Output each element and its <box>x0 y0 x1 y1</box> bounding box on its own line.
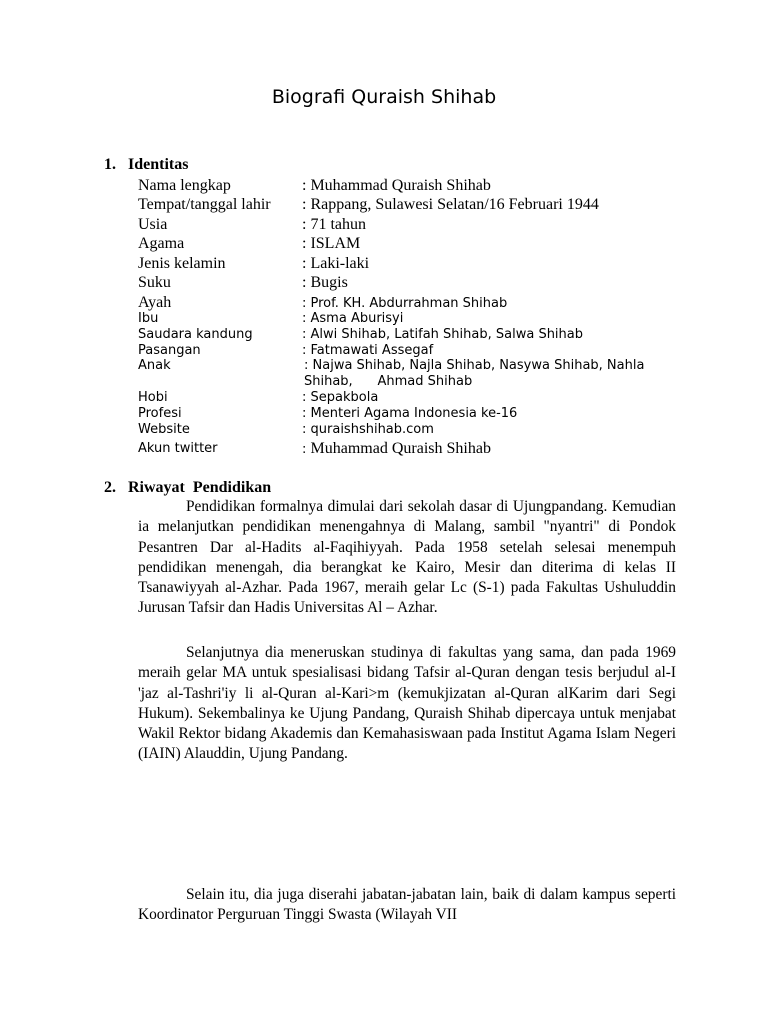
page-title: Biografi Quraish Shihab <box>271 86 497 108</box>
education-paragraph-2: Selanjutnya dia meneruskan studinya di fakultas yang sama, dan pada 1969 meraih gelar MA untuk spesialisasi bidang Tafsir al-Quran dengan tesis berjudul al-I 'jaz al-Tashri'iy li al-Quran al-Kari>m (kemukjizatan al-Quran alKarim dari Segi Hukum). Sekembalinya ke Ujung Pandang, Quraish Shihab dipercaya untuk menjabat Wakil Rektor bidang Akademis dan Kemahasiswaan pada Institut Agama Islam Negeri (IAIN) Alauddin, Ujung Pandang. <box>138 644 676 763</box>
identity-value-anak: : Najwa Shihab, Najla Shihab, Nasywa Shihab, Nahla Shihab, Ahmad Shihab <box>304 358 649 389</box>
identity-value: : Menteri Agama Indonesia ke-16 <box>302 406 518 421</box>
identity-value: : Fatmawati Assegaf <box>302 343 434 358</box>
identity-label: Website <box>138 422 190 437</box>
identity-value: : Prof. KH. Abdurrahman Shihab <box>302 296 508 311</box>
identity-label: Usia <box>138 216 168 233</box>
identity-label: Anak <box>138 358 171 373</box>
identity-label: Agama <box>138 235 185 252</box>
section-number: 2. <box>104 479 116 496</box>
section-title: Identitas <box>128 156 189 173</box>
identity-label: Jenis kelamin <box>138 255 226 272</box>
identity-value-twitter: Muhammad Quraish Shihab <box>310 440 491 457</box>
identity-value-prefix: : <box>302 442 311 457</box>
identity-value: : Sepakbola <box>302 390 379 405</box>
section-identitas-heading <box>104 156 188 174</box>
identity-value: : Muhammad Quraish Shihab <box>302 177 491 194</box>
identity-label: Pasangan <box>138 343 201 358</box>
identity-label: Profesi <box>138 406 182 421</box>
identity-value: : Laki-laki <box>302 255 370 272</box>
identity-label: Suku <box>138 274 171 291</box>
section-pendidikan-heading <box>104 479 271 497</box>
identity-label: Saudara kandung <box>138 327 253 342</box>
identity-value: : Bugis <box>302 274 348 291</box>
section-number: 1. <box>104 156 116 173</box>
identity-label: Hobi <box>138 390 168 405</box>
identity-value: : Rappang, Sulawesi Selatan/16 Februari 1944 <box>302 196 599 213</box>
identity-label: Ayah <box>138 294 172 311</box>
section-title: Riwayat Pendidikan <box>128 479 272 496</box>
identity-value: : Asma Aburisyi <box>302 311 404 326</box>
identity-value: : quraishshihab.com <box>302 422 434 437</box>
identity-label: Tempat/tanggal lahir <box>138 196 271 213</box>
education-paragraph-3: Selain itu, dia juga diserahi jabatan-jabatan lain, baik di dalam kampus seperti Koordinator Perguruan Tinggi Swasta (Wilayah VII <box>138 886 676 924</box>
identity-label: Ibu <box>138 311 159 326</box>
identity-value: : ISLAM <box>302 235 361 252</box>
identity-value: : 71 tahun <box>302 216 366 233</box>
education-paragraph-1: Pendidikan formalnya dimulai dari sekolah dasar di Ujungpandang. Kemudian ia melanjutkan pendidikan menengahnya di Malang, sambil "nyantri" di Pondok Pesantren Dar al-Hadits al-Faqihiyyah. Pada 1958 setelah selesai menempuh pendidikan menengah, dia berangkat ke Kairo, Mesir dan diterima di kelas II Tsanawiyyah al-Azhar. Pada 1967, meraih gelar Lc (S-1) pada Fakultas Ushuluddin Jurusan Tafsir dan Hadis Universitas Al – Azhar. <box>138 498 676 617</box>
identity-value: : Alwi Shihab, Latifah Shihab, Salwa Shihab <box>302 327 583 342</box>
identity-label: Akun twitter <box>138 441 218 456</box>
identity-value <box>302 440 491 458</box>
identity-label: Nama lengkap <box>138 177 231 194</box>
